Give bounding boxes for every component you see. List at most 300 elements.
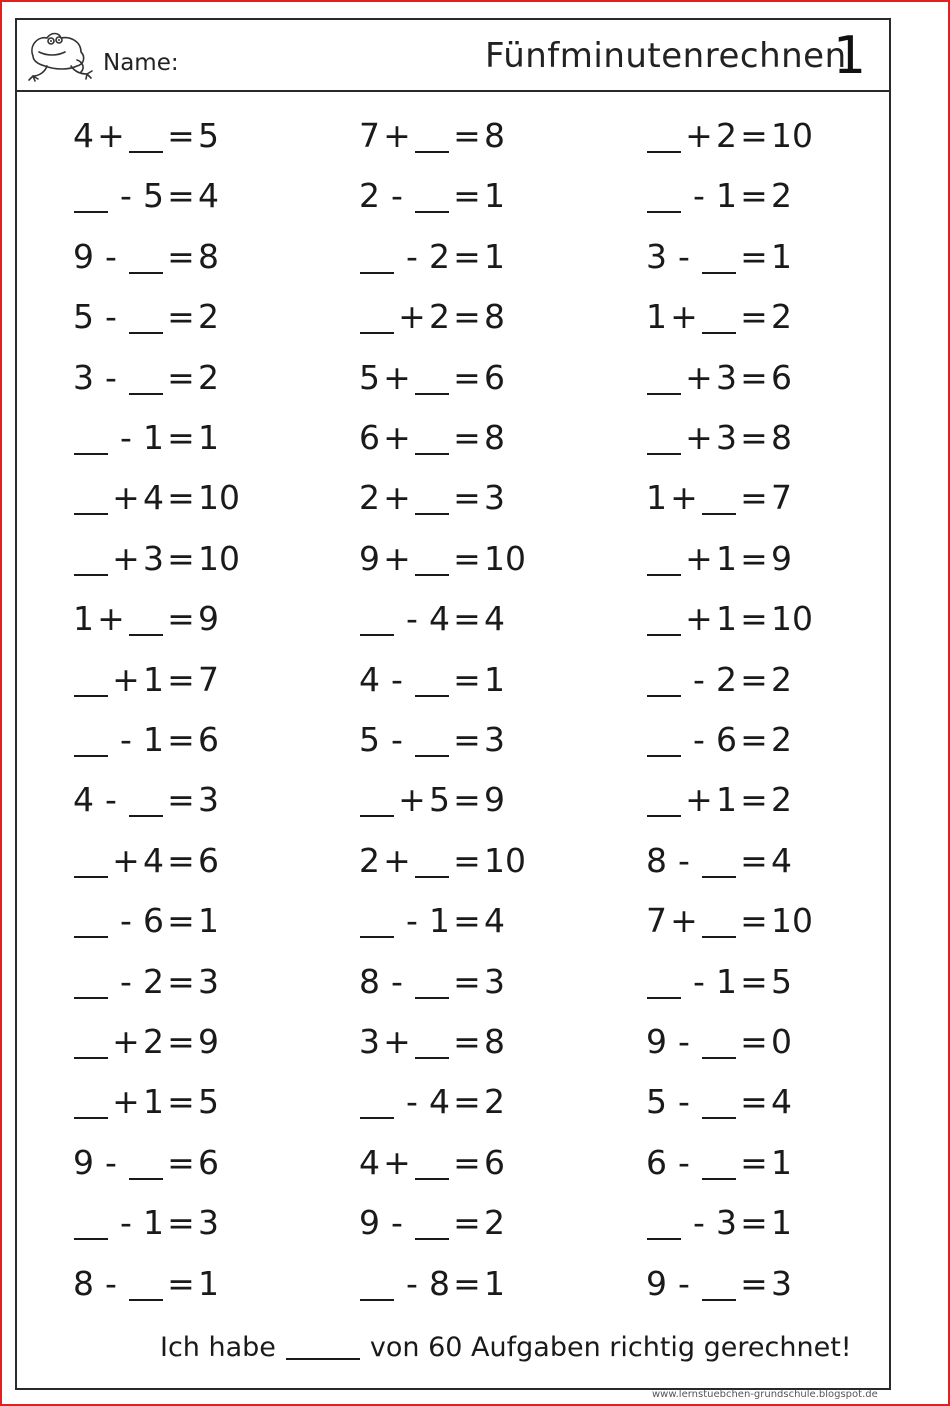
worksheet-title: Fünfminutenrechnen [485,36,847,76]
equals-sign: = [167,236,195,276]
answer-blank[interactable] [129,121,163,153]
operator: + [685,780,713,820]
answer-blank[interactable] [647,665,681,697]
number: 8 [646,840,667,880]
answer-blank[interactable] [415,846,449,878]
equals-sign: = [453,840,481,880]
number: 4 [484,599,505,639]
equation [73,418,219,458]
equation [73,599,219,639]
number: 3 [484,720,505,759]
equals-sign: = [453,1082,481,1122]
answer-blank[interactable] [647,181,681,213]
number: 9 [198,1022,219,1061]
number: 3 [198,961,219,1001]
equals-sign: = [167,720,195,759]
number: 2 [484,1082,505,1122]
operator: + [112,840,140,880]
number: 1 [143,659,164,699]
number: 3 [198,1203,219,1243]
number: 1 [484,659,505,699]
equals-sign: = [453,720,481,759]
equation [646,539,792,579]
operator: - [693,720,705,759]
number: 9 [484,780,505,820]
equals-sign: = [167,538,195,578]
equals-sign: = [740,357,768,397]
score-text-after: von 60 Aufgaben richtig gerechnet! [369,1332,852,1363]
operator: + [398,780,426,820]
number: 4 [484,901,505,941]
equation [73,780,219,820]
answer-blank[interactable] [74,665,108,697]
equation [646,478,792,518]
equals-sign: = [453,357,481,397]
number: 9 [359,1203,380,1243]
equals-sign: = [167,1142,195,1182]
equals-sign: = [167,961,195,1001]
number: 6 [359,418,380,457]
answer-blank[interactable] [647,544,681,576]
number: 4 [73,116,94,155]
equals-sign: = [167,418,195,457]
operator: + [112,1082,140,1122]
equation [359,1022,505,1062]
score-blank[interactable] [286,1332,360,1360]
answer-blank[interactable] [647,423,681,455]
answer-blank[interactable] [647,725,681,757]
answer-blank[interactable] [702,242,736,274]
number: 1 [143,418,164,457]
equals-sign: = [453,538,481,578]
worksheet [15,18,891,1390]
number: 1 [771,236,792,276]
equals-sign: = [453,1263,481,1303]
answer-blank[interactable] [415,544,449,576]
answer-blank[interactable] [129,1269,163,1301]
equation [73,841,219,881]
answer-blank[interactable] [415,1208,449,1240]
number: 5 [646,1082,667,1122]
equals-sign: = [740,116,768,155]
equation [359,1264,505,1304]
operator: + [97,599,125,639]
equation [73,539,240,579]
number: 1 [771,1142,792,1182]
operator: - [120,418,132,457]
equation [73,237,219,277]
answer-blank[interactable] [415,665,449,697]
number: 8 [484,116,505,155]
answer-blank[interactable] [647,785,681,817]
operator: - [391,176,403,216]
equals-sign: = [167,599,195,639]
operator: - [391,1203,403,1243]
number: 8 [359,961,380,1001]
operator: + [670,478,698,518]
equals-sign: = [167,1263,195,1303]
operator: + [383,1022,411,1061]
number: 2 [143,961,164,1001]
answer-blank[interactable] [702,1269,736,1301]
number: 7 [359,116,380,155]
number: 2 [771,297,792,337]
answer-blank[interactable] [360,242,394,274]
equation [359,176,505,216]
number: 2 [143,1022,164,1061]
number: 3 [716,418,737,457]
equation [646,599,813,639]
answer-blank[interactable] [360,906,394,938]
equals-sign: = [740,1022,768,1061]
operator: - [693,961,705,1001]
equation [646,1143,792,1183]
equals-sign: = [167,659,195,699]
operator: - [678,1142,690,1182]
equals-sign: = [453,236,481,276]
number: 2 [198,357,219,397]
equation [359,297,505,337]
number: 3 [73,357,94,397]
answer-blank[interactable] [129,363,163,395]
equals-sign: = [453,659,481,699]
number: 4 [359,1142,380,1182]
equation [73,660,219,700]
operator: + [383,1142,411,1182]
equation [646,237,792,277]
equals-sign: = [167,116,195,155]
operator: + [685,599,713,639]
equals-sign: = [453,961,481,1001]
number: 10 [771,901,813,941]
operator: + [685,538,713,578]
number: 2 [771,780,792,820]
operator: + [97,116,125,155]
number: 4 [429,599,450,639]
equals-sign: = [740,901,768,941]
number: 5 [771,961,792,1001]
operator: + [685,418,713,457]
equals-sign: = [740,418,768,457]
number: 3 [484,478,505,518]
answer-blank[interactable] [415,725,449,757]
number: 6 [484,1142,505,1182]
number: 6 [646,1142,667,1182]
number: 6 [143,901,164,941]
answer-blank[interactable] [129,785,163,817]
operator: - [105,236,117,276]
number: 1 [716,538,737,578]
operator: - [678,1263,690,1303]
operator: - [391,720,403,759]
answer-blank[interactable] [129,1148,163,1180]
equation [646,660,792,700]
operator: + [112,538,140,578]
number: 5 [198,116,219,155]
equation [359,1082,505,1122]
number: 8 [771,418,792,457]
equals-sign: = [740,720,768,759]
operator: - [406,236,418,276]
equals-sign: = [740,1263,768,1303]
operator: - [693,1203,705,1243]
equals-sign: = [453,901,481,941]
equation [73,720,219,760]
answer-blank[interactable] [74,181,108,213]
equation [646,780,792,820]
operator: + [398,297,426,337]
equation [646,1203,792,1243]
answer-blank[interactable] [360,1269,394,1301]
number: 3 [716,1203,737,1243]
number: 2 [716,659,737,699]
answer-blank[interactable] [129,604,163,636]
equals-sign: = [740,538,768,578]
equation [359,599,505,639]
answer-blank[interactable] [702,906,736,938]
score-text-before: Ich habe [160,1332,276,1363]
number: 8 [484,418,505,457]
number: 4 [198,176,219,216]
number: 1 [716,599,737,639]
number: 8 [198,236,219,276]
equals-sign: = [167,1203,195,1243]
number: 3 [143,538,164,578]
operator: - [391,961,403,1001]
number: 2 [716,116,737,155]
sheet-number: 1 [833,26,867,86]
number: 1 [143,1203,164,1243]
operator: - [120,901,132,941]
equation [73,1203,219,1243]
equation [646,358,792,398]
answer-blank[interactable] [702,1087,736,1119]
answer-blank[interactable] [415,121,449,153]
answer-blank[interactable] [360,785,394,817]
answer-blank[interactable] [702,302,736,334]
equation [359,539,526,579]
equation [359,237,505,277]
answer-blank[interactable] [360,1087,394,1119]
answer-blank[interactable] [702,1027,736,1059]
operator: + [383,538,411,578]
number: 6 [198,840,219,880]
equation [359,116,505,156]
operator: - [678,840,690,880]
number: 7 [771,478,792,518]
equals-sign: = [740,780,768,820]
operator: - [406,599,418,639]
equation [73,962,219,1002]
number: 7 [646,901,667,941]
number: 5 [198,1082,219,1122]
answer-blank[interactable] [415,363,449,395]
answer-blank[interactable] [74,1027,108,1059]
number: 2 [771,659,792,699]
number: 4 [771,1082,792,1122]
operator: - [105,357,117,397]
equation [359,962,505,1002]
answer-blank[interactable] [74,483,108,515]
number: 2 [198,297,219,337]
equation [359,418,505,458]
equation [359,660,505,700]
answer-blank[interactable] [647,1208,681,1240]
answer-blank[interactable] [702,846,736,878]
equation [73,116,219,156]
answer-blank[interactable] [647,604,681,636]
equation [73,478,240,518]
number: 4 [143,478,164,518]
operator: + [383,418,411,457]
equation [73,901,219,941]
number: 2 [771,176,792,216]
number: 2 [771,720,792,759]
number: 5 [143,176,164,216]
number: 8 [484,1022,505,1061]
number: 7 [198,659,219,699]
answer-blank[interactable] [702,483,736,515]
answer-blank[interactable] [702,1148,736,1180]
operator: + [685,357,713,397]
equation [359,1203,505,1243]
equals-sign: = [453,1022,481,1061]
operator: + [112,478,140,518]
number: 9 [771,538,792,578]
equation [646,962,792,1002]
operator: - [105,1263,117,1303]
answer-blank[interactable] [74,846,108,878]
equals-sign: = [453,478,481,518]
equation [646,720,792,760]
equation [359,720,505,760]
number: 1 [716,780,737,820]
equals-sign: = [453,418,481,457]
answer-blank[interactable] [415,1148,449,1180]
equation [646,1264,792,1304]
equals-sign: = [167,1022,195,1061]
operator: - [105,780,117,820]
number: 6 [484,357,505,397]
equation [646,841,792,881]
equals-sign: = [167,297,195,337]
operator: + [112,1022,140,1061]
answer-blank[interactable] [647,363,681,395]
answer-blank[interactable] [74,1208,108,1240]
number: 5 [73,297,94,337]
answer-blank[interactable] [360,302,394,334]
operator: - [406,1263,418,1303]
number: 4 [143,840,164,880]
operator: - [693,659,705,699]
operator: + [685,116,713,155]
answer-blank[interactable] [415,967,449,999]
number: 4 [771,840,792,880]
answer-blank[interactable] [74,967,108,999]
answer-blank[interactable] [74,1087,108,1119]
answer-blank[interactable] [647,121,681,153]
number: 9 [198,599,219,639]
operator: - [406,1082,418,1122]
number: 3 [359,1022,380,1061]
number: 1 [716,961,737,1001]
equation [359,478,505,518]
equals-sign: = [740,176,768,216]
number: 2 [359,176,380,216]
answer-blank[interactable] [415,181,449,213]
equation [646,901,813,941]
equation [646,1022,792,1062]
number: 8 [73,1263,94,1303]
number: 1 [646,478,667,518]
number: 1 [646,297,667,337]
operator: - [120,176,132,216]
answer-blank[interactable] [74,544,108,576]
answer-blank[interactable] [74,423,108,455]
equation [73,358,219,398]
number: 10 [198,538,240,578]
equation [73,1022,219,1062]
answer-blank[interactable] [415,483,449,515]
answer-blank[interactable] [360,604,394,636]
equation [359,841,526,881]
number: 3 [484,961,505,1001]
number: 8 [429,1263,450,1303]
equals-sign: = [740,659,768,699]
operator: + [112,659,140,699]
equals-sign: = [167,901,195,941]
equation [73,176,219,216]
number: 10 [484,840,526,880]
number: 6 [198,1142,219,1182]
equation [73,1143,219,1183]
equation [359,901,505,941]
operator: + [383,357,411,397]
equation [646,176,792,216]
number: 5 [359,720,380,759]
operator: - [105,297,117,337]
answer-blank[interactable] [415,1027,449,1059]
answer-blank[interactable] [74,906,108,938]
equation [646,1082,792,1122]
equals-sign: = [167,176,195,216]
equals-sign: = [740,297,768,337]
operator: - [406,901,418,941]
number: 4 [359,659,380,699]
number: 1 [73,599,94,639]
number: 1 [198,1263,219,1303]
number: 3 [716,357,737,397]
number: 0 [771,1022,792,1061]
equals-sign: = [740,599,768,639]
equals-sign: = [167,1082,195,1122]
answer-blank[interactable] [74,725,108,757]
number: 1 [198,418,219,457]
equals-sign: = [740,1082,768,1122]
answer-blank[interactable] [129,302,163,334]
answer-blank[interactable] [647,967,681,999]
answer-blank[interactable] [415,423,449,455]
equals-sign: = [167,357,195,397]
equals-sign: = [740,1142,768,1182]
number: 9 [646,1022,667,1061]
operator: - [678,1082,690,1122]
number: 10 [198,478,240,518]
operator: - [678,1022,690,1061]
number: 2 [359,478,380,518]
answer-blank[interactable] [129,242,163,274]
number: 5 [359,357,380,397]
